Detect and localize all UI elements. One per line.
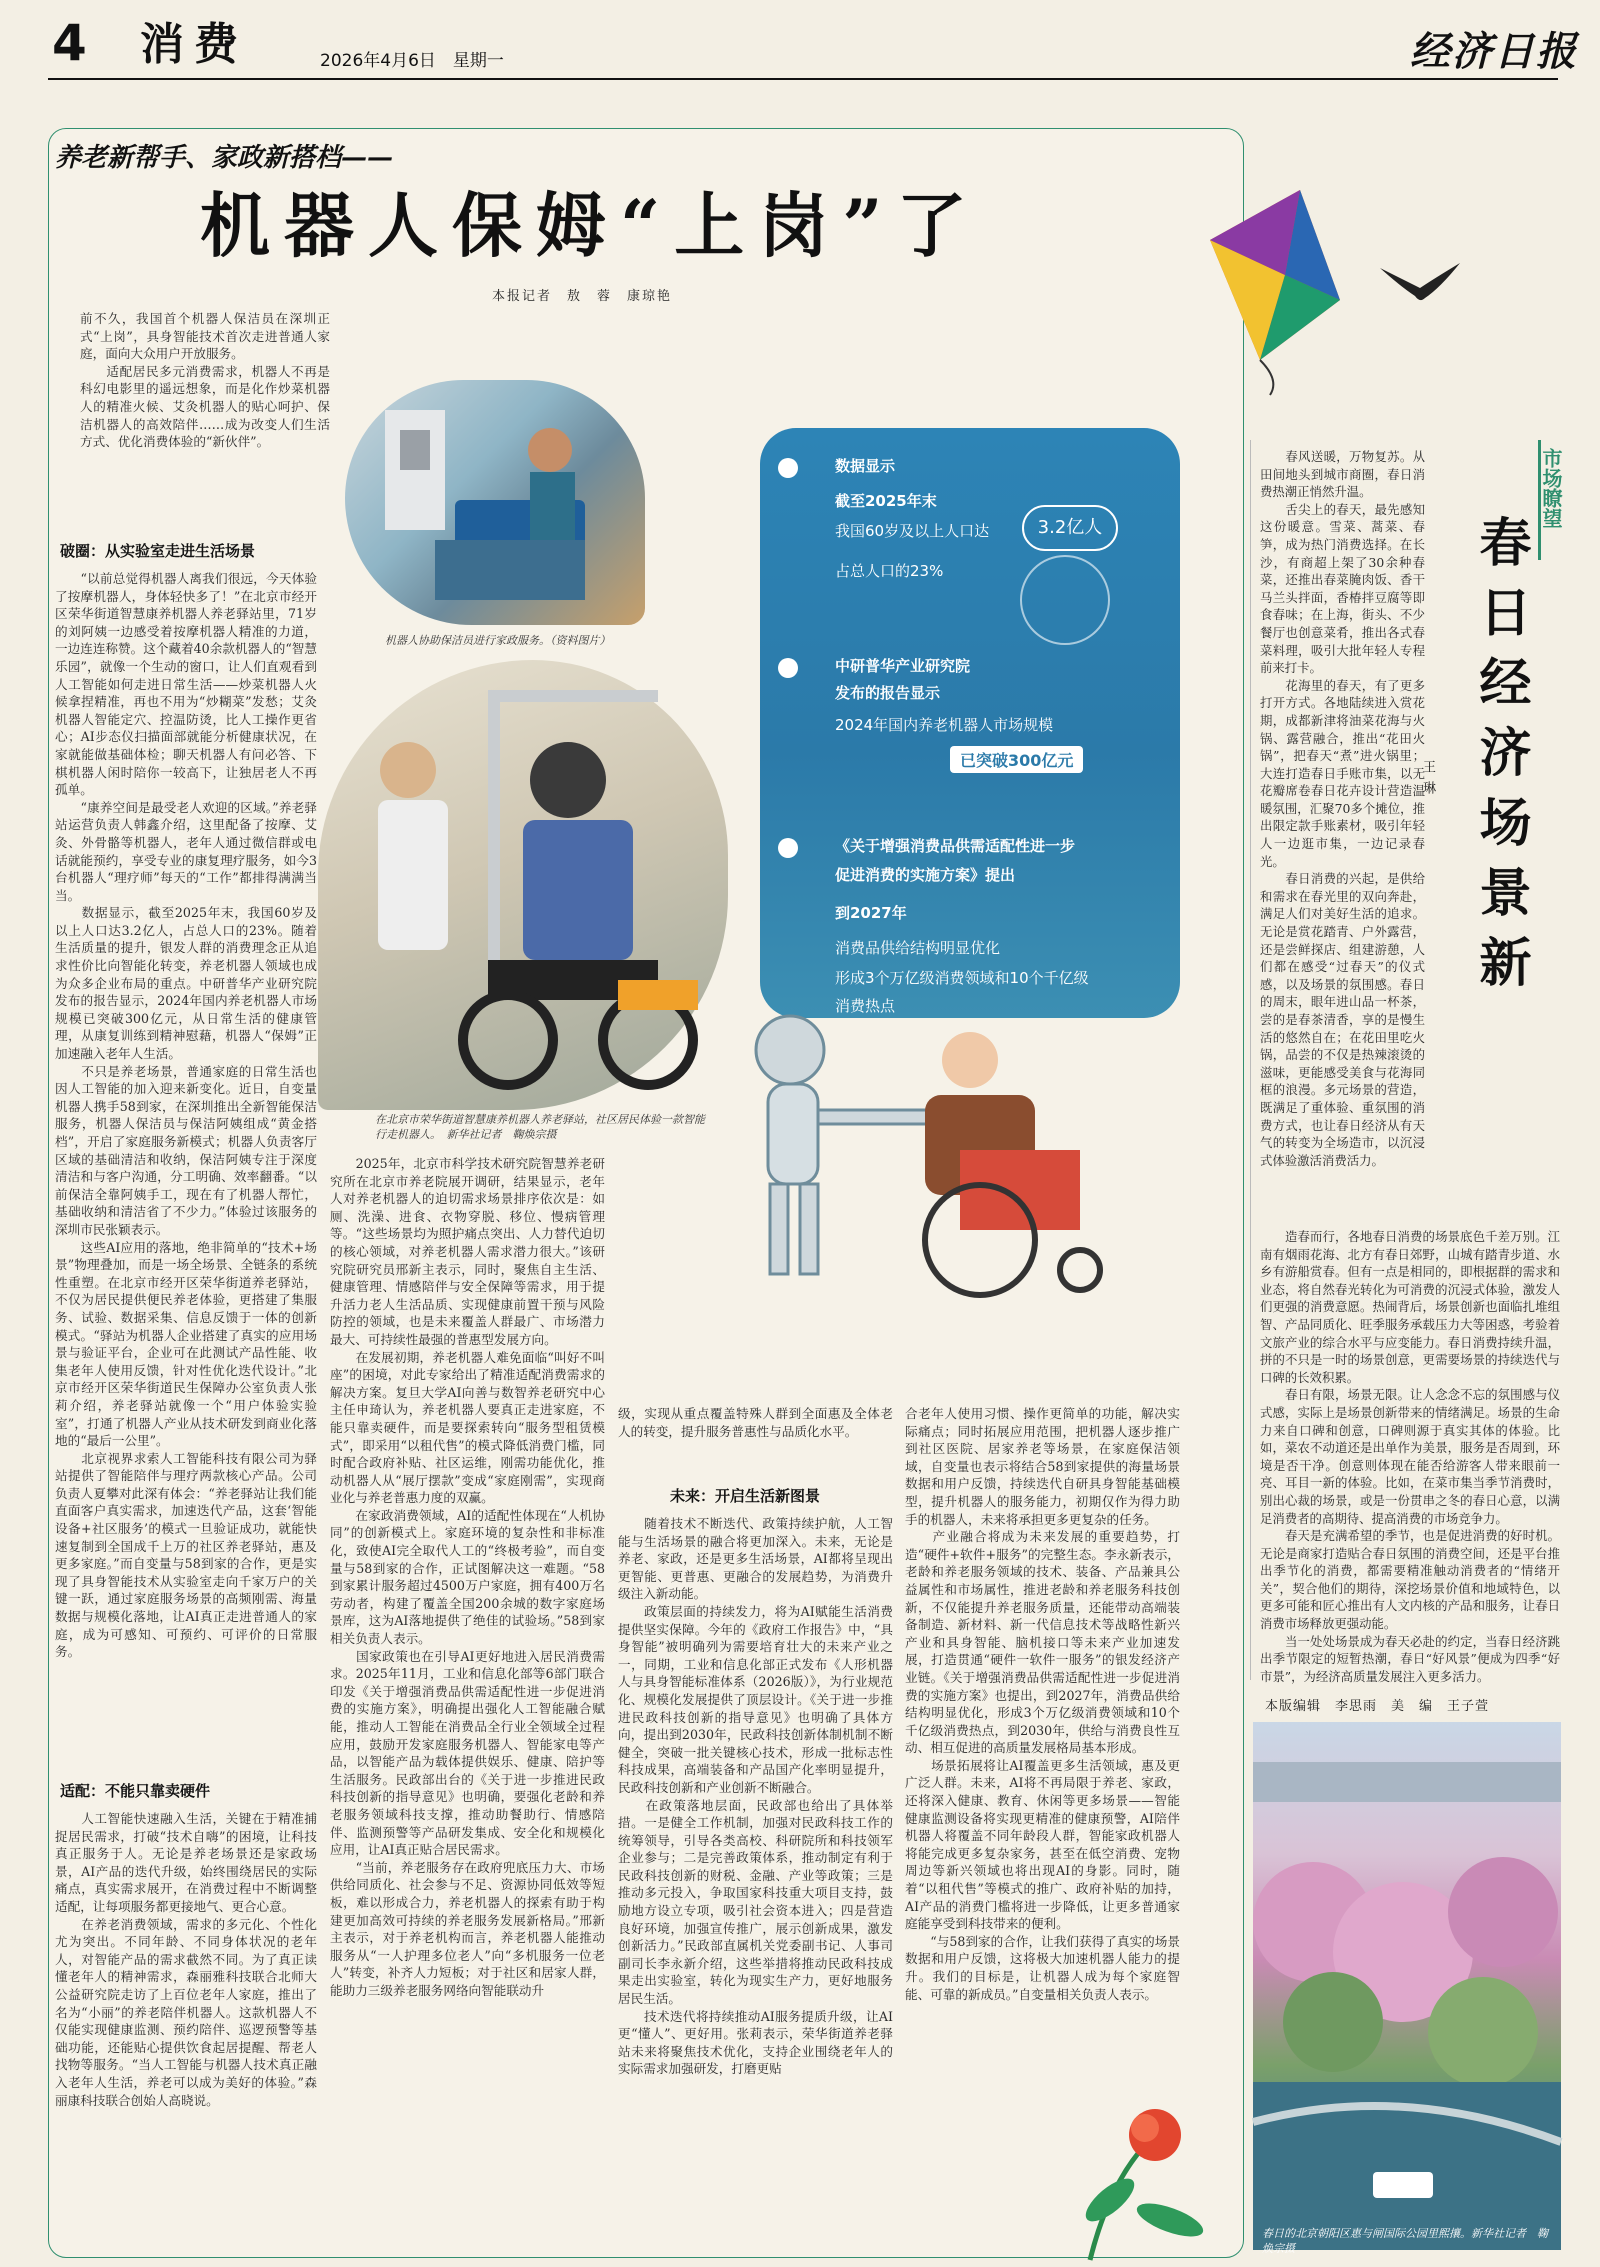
- photo2-caption: 在北京市荣华街道智慧康养机器人养老驿站，社区居民体验一款智能行走机器人。 新华社记者 鞠焕宗摄: [375, 1113, 705, 1141]
- page-header: [0, 0, 1600, 80]
- photo-robot-cleaner: [345, 380, 645, 625]
- info-divider-circle: [1020, 555, 1110, 645]
- info-heading-2: 中研普华产业研究院: [835, 657, 971, 675]
- article-byline: 本报记者 敖 蓉 康琼艳: [492, 289, 673, 304]
- info-text-3a: 消费品供给结构明显优化: [835, 939, 1001, 957]
- photo-walking-robot: [318, 660, 728, 1110]
- article-title: 机器人保姆“上岗”了: [200, 184, 981, 267]
- info-text-3c: 消费热点: [835, 997, 896, 1015]
- swallow-bird: [1380, 258, 1460, 308]
- column-text-a: 春风送暖，万物复苏。从田间地头到城市商圈，春日消费热潮正悄然升温。 舌尖上的春天，最先感知这份暖意。雪菜、蒿菜、春笋，成为热门消费选择。在长沙，有商超上架了30余种春菜，还推出春菜腌肉饭、香干马兰头拌面，香椿拌豆腐等即食春味；在上海，街头、不少餐厅也创意菜肴，推出各式春菜料理，吸引大批年轻人专程前来打卡。 花海里的春天，有了更多打开方式。各地陆续进入赏花期，成都新津将油菜花海与火锅、露营融合，推出“花田火锅”，把春天“煮”进火锅里；大连打造春日手账市集，以无花瓣席卷春日花卉设计营造温暖氛围，汇聚70多个摊位，推出限定款手账素材，吸引年轻人一边逛市集，一边记录春光。 春日消费的兴起，是供给和需求在春光里的双向奔赴，满足人们对美好生活的追求。无论是赏花踏青、户外露营，还是尝鲜探店、组建游憩，人们都在感受“过春天”的仪式感，以及场景的氛围感。春日的周末，眼年进山品一杯茶，尝的是春茶清香，享的是慢生活的悠然自在；在花田里吃火锅，品尝的不仅是热辣滚烫的滋味，更能感受美食与花海同框的浪漫。多元场景的营造，既满足了重体验、重氛围的消费方式，也让春日经济从有天气的转变为全场造市，以沉浸式体验激活消费活力。: [1260, 449, 1425, 1168]
- column-title: 春日经济场景新: [1470, 515, 1530, 1005]
- article-intro: 前不久，我国首个机器人保洁员在深圳正式“上岗”，具身智能技术首次走进普通人家庭，面向大众用户开放服务。 适配居民多元消费需求，机器人不再是科幻电影里的遥远想象，而是化作炒菜机器人的精准火候、艾灸机器人的贴心呵护、保洁机器人的高效陪伴……成为改变人们生活方式、优化消费体验的“新伙伴”。: [80, 311, 330, 450]
- flower-decoration: [1050, 2100, 1250, 2265]
- editor-credits: 本版编辑 李思雨 美 编 王子萱: [1265, 1699, 1490, 1714]
- section2-title: 适配：不能只靠卖硬件: [60, 1782, 211, 1800]
- photo3-caption: 春日的北京朝阳区惠与闸国际公园里熙攘。新华社记者 鞠焕宗摄: [1262, 2227, 1548, 2255]
- body-column-4: 合老年人使用习惯、操作更简单的功能，解决实际痛点；同时拓展应用范围，把机器人逐步推广到社区医院、居家养老等场景，在家庭保洁领域，自变量也表示将结合58到家提供的海量场景数据和用户反馈，持续迭代自研具身智能基础模型，提升机器人的服务能力，初期仅作为得力助手的机器人，未来将承担更多更复杂的任务。 产业融合将成为未来发展的重要趋势，打造“硬件+软件+服务”的完整生态。李永新表示，老龄和养老服务领域的技术、装备、产品兼具公益属性和市场属性，推进老龄和养老服务科技创新，不仅能提升养老服务质量，还能带动高端装备制造、新材料、新一代信息技术等战略性新兴产业和具身智能、脑机接口等未来产业加速发展，打造贯通“硬件一软件一服务”的银发经济产业链。《关于增强消费品供需适配性进一步促进消费的实施方案》也提出，到2027年，消费品供给结构明显优化，形成3个万亿级消费领域和10个千亿级消费热点，到2030年，供给与消费良性互动、相互促进的高质量发展格局基本形成。 场景拓展将让AI覆盖更多生活领域，惠及更广泛人群。未来，AI将不再局限于养老、家政，还将深入健康、教育、休闲等更多场景——智能健康监测设备将实现更精准的健康预警，AI陪伴机器人将覆盖不同年龄段人群，智能家政机器人将能完成更多复杂家务，甚至在低空消费、宠物周边等新兴领域也将出现AI的身影。同时，随着“以租代售”等模式的推广、政府补贴的加持，AI产品的消费门槛将进一步降低，让更多普通家庭能享受到科技带来的便利。 “与58到家的合作，让我们获得了真实的场景数据和用户反馈，这将极大加速机器人能力的提升。我们的目标是，让机器人成为每个家庭智能、可靠的新成员。”自变量相关负责人表示。: [905, 1406, 1180, 2002]
- kite-illustration: [1190, 180, 1400, 400]
- info-heading-3b: 促进消费的实施方案》提出: [835, 866, 1016, 884]
- body-column-2: 2025年，北京市科学技术研究院智慧养老研究所在北京市养老院展开调研，结果显示，老年人对养老机器人的迫切需求场景排序依次是：如厕、洗澡、进食、衣物穿脱、移位、慢病管理等。“这些场景均为照护痛点突出、人力替代迫切的核心领域，对养老机器人需求潜力很大。”该研究院研究员邢新主表示，同时，聚焦自主生活、健康管理、情感陪伴与安全保障等需求，用于提升活力老人生活品质、实现健康前置干预与风险防控的领域，也是未来覆盖人群最广、市场潜力最大、可持续性最强的普惠型发展方向。 在发展初期，养老机器人难免面临“叫好不叫座”的困境，对此专家给出了精准适配消费需求的解决方案。复旦大学AI向善与数智养老研究中心主任申琦认为，养老机器人要真正走进家庭，不能只靠卖硬件，而是要探索转向“服务型租赁模式”，即采用“以租代售”的模式降低消费门槛，同时配合政府补贴、社区运维，刚需功能优化，推动机器人从“展厅摆款”变成“家庭刚需”，实现商业化与养老普惠力度的双赢。 在家政消费领域，AI的适配性体现在“人机协同”的创新模式上。家庭环境的复杂性和非标准化，致使AI完全取代人工的“终极考验”，而自变量与58到家的合作，正试图解决这一难题。“58到家累计服务超过4500万户家庭，拥有400万名劳动者，构建了覆盖全国200余城的数字家庭场景库，这为AI落地提供了绝佳的试验场。”58到家相关负责人表示。 国家政策也在引导AI更好地进入居民消费需求。2025年11月，工业和信息化部等6部门联合印发《关于增强消费品供需适配性进一步促进消费的实施方案》，明确提出强化人工智能融合赋能，推动人工智能在消费品全行业全领域全过程应用，鼓励开发家庭服务机器人、智能家电等产品，以智能产品为载体提供娱乐、健康、陪护等生活服务。民政部出台的《关于进一步推进民政科技创新的指导意见》也明确，要强化老龄和养老服务领域科技支撑，推动助餐助行、情感陪伴、监测预警等产品研发集成、安全化和规模化应用，让AI真正贴合居民需求。 “当前，养老服务存在政府兜底压力大、市场供给同质化、社会参与不足、资源协同低效等短板，难以形成合力，养老机器人的探索有助于构建更加高效可持续的养老服务发展新格局。”邢新主表示，对于养老机构而言，养老机器人能推动服务从“一人护理多位老人”向“多机服务一位老人”转变，补齐人力短板；对于社区和居家人群，能助力三级养老服务网络向智能联动升: [330, 1156, 605, 1998]
- info-heading-3: 《关于增强消费品供需适配性进一步: [835, 837, 1076, 855]
- photo-spring-park: [1253, 1722, 1561, 2250]
- photo1-caption: 机器人协助保洁员进行家政服务。（资料图片）: [385, 634, 611, 647]
- body-column-3b: 随着技术不断迭代、政策持续护航，人工智能与生活场景的融合将更加深入。未来，无论是养老、家政，还是更多生活场景，AI都将呈现出更智能、更普惠、更融合的发展趋势，为消费升级注入新动能。 政策层面的持续发力，将为AI赋能生活消费提供坚实保障。今年的《政府工作报告》中，“具身智能”被明确列为需要培育壮大的未来产业之一，同期，工业和信息化部正式发布《人形机器人与具身智能标准体系（2026版）》，为行业规范化、规模化发展提供了顶层设计。《关于进一步推进民政科技创新的指导意见》也明确了具体方向，提出到2030年，民政科技创新体制机制不断健全，突破一批关键核心技术，形成一批标志性科技成果，高端装备和产品国产化率明显提升，民政科技创新和产业创新不断融合。 在政策落地层面，民政部也给出了具体举措。一是健全工作机制，加强对民政科技工作的统筹领导，引导各类高校、科研院所和科技领军企业参与；二是完善政策体系，推动制定有利于民政科技创新的财税、金融、产业等政策；三是推动多元投入，争取国家科技重大项目支持，鼓励地方设立专项，吸引社会资本进入；四是营造良好环境，加强宣传推广，展示创新成果，激发创新活力。”民政部直属机关党委副书记、人事司副司长李永新介绍，这些举措将推动民政科技成果走出实验室，转化为现实生产力，更好地服务居民生活。 技术迭代将持续推动AI服务提质升级，让AI更“懂人”、更好用。张莉表示，荣华街道养老驿站未来将聚焦技术优化，支持企业围绕老年人的实际需求加强研发，打磨更贴: [618, 1516, 893, 2077]
- info-text-1a: 我国60岁及以上人口达: [835, 522, 990, 540]
- info-heading-2b: 发布的报告显示: [835, 684, 941, 702]
- body-column-1b: 人工智能快速融入生活，关键在于精准捕捉居民需求，打破“技术自嗨”的困境，让科技真正服务于人。无论是养老场景还是家政场景，AI产品的迭代升级，始终围绕居民的实际痛点，真实需求展开，在消费过程中不断调整适配，让每项服务都更接地气、更合心意。 在养老消费领域，需求的多元化、个性化尤为突出。不同年龄、不同身体状况的老年人，对智能产品的需求截然不同。为了真正读懂老年人的精神需求，森丽雅科技联合北师大公益研究院走访了上百位老年人家庭，推出了名为“小丽”的养老陪伴机器人。这款机器人不仅能实现健康监测、预约陪伴、巡逻预警等基础功能，还能贴心提供饮食起居提醒、帮老人找物等服务。“当人工智能与机器人技术真正融入老年人生活，养老可以成为美好的体验。”森丽康科技联合创始人高晓说。: [55, 1811, 317, 2108]
- header-rule: [48, 78, 1558, 80]
- column-rule: [1250, 440, 1251, 1680]
- robot-wheelchair-illustration: [720, 1000, 1160, 1300]
- info-text-1b: 占总人口的23%: [835, 562, 944, 580]
- info-heading-1b: 截至2025年末: [835, 492, 937, 510]
- info-heading-3c: 到2027年: [835, 904, 907, 922]
- info-heading-1: 数据显示: [835, 457, 896, 475]
- section1-title: 破圈：从实验室走进生活场景: [60, 542, 256, 560]
- column-tag-label: 市场瞭望: [1539, 448, 1563, 528]
- masthead-logo: 经济日报: [1410, 28, 1578, 75]
- body-column-3: 级，实现从重点覆盖特殊人群到全面惠及全体老人的转变，提升服务普惠性与品质化水平。: [618, 1406, 893, 1439]
- issue-date: 2026年4月6日 星期一: [320, 51, 504, 71]
- info-value-300: 已突破300亿元: [950, 746, 1083, 773]
- column-text-b: 造春而行，各地春日消费的场景底色千差万别。江南有烟雨花海、北方有春日郊野，山城有踏青步道、水乡有游船赏春。但有一点是相同的，即根据群的需求和业态，将自然春光转化为可消费的沉浸式体验，激发人们更强的消费意愿。热闹背后，场景创新也面临扎堆组智、产品同质化、旺季服务承载压力大等困惑，考验着文旅产业的综合水平与应变能力。春日消费持续升温，拼的不只是一时的场景创意，更需要场景的持续迭代与口碑的长效积累。 春日有限，场景无限。让人念念不忘的氛围感与仪式感，实际上是场景创新带来的情绪满足。场景的生命力来自口碑和创意，口碑则源于真实其体的体验。比如，菜农不动道还是出单作为美景，服务是否周到，环境是否干净。创意则体现在能否给游客人带来眼前一亮、耳目一新的体验。比如，在菜市集当季节消费时，别出心裁的场景，或是一份贯串之冬的春日心意，以满足消费者的高期待、提高消费的市场竞争力。 春天是充满希望的季节，也是促进消费的好时机。无论是商家打造贴合春日氛围的消费空间，还是平台推出季节化的消费，都需要精准触动消费者的“情绪开关”，契合他们的期待，深挖场景价值和地域特色，以更多可能和匠心推出有人文内核的产品和服务，让春日消费市场释放更强动能。 当一处处场景成为春天必赴的约定，当春日经济跳出季节限定的短暂热潮，春日“好风景”便成为四季“好市景”，为经济高质量发展注入更多活力。: [1260, 1229, 1560, 1684]
- info-icon-3: [778, 838, 798, 858]
- info-icon-1: [778, 458, 798, 478]
- article-kicker: 养老新帮手、家政新搭档——: [55, 143, 394, 173]
- info-icon-2: [778, 658, 798, 678]
- info-text-2: 2024年国内养老机器人市场规模: [835, 716, 1054, 734]
- info-text-3b: 形成3个万亿级消费领域和10个千亿级: [835, 969, 1089, 987]
- info-bubble-population: 3.2亿人: [1022, 505, 1118, 551]
- body-column-1: “以前总觉得机器人离我们很远，今天体验了按摩机器人，身体轻快多了！”在北京市经开区荣华街道智慧康养机器人养老驿站里，71岁的刘阿姨一边感受着按摩机器人精准的力道，一边连连称赞。这个藏着40余款机器人的“智慧乐园”，就像一个生动的窗口，让人们直观看到人工智能如何走进日常生活——炒菜机器人火候拿捏精准，再也不用为“炒糊菜”发愁；艾灸机器人智能定穴、控温防烫，比人工操作更省心；AI步态仪扫描面部就能分析健康状况，在家就能做基础体检；聊天机器人有问必答、下棋机器人闲时陪你一较高下，让独居老人不再孤单。 “康养空间是最受老人欢迎的区域。”养老驿站运营负责人韩鑫介绍，这里配备了按摩、艾灸、外骨骼等机器人，老年人通过微信群或电话就能预约，享受专业的康复理疗服务，如今3台机器人“理疗师”每天的“工作”都排得满满当当。 数据显示，截至2025年末，我国60岁及以上人口达3.2亿人，占总人口的23%。随着生活质量的提升，银发人群的消费理念正从追求性价比向智能化转变，养老机器人领域也成为众多企业布局的重点。中研普华产业研究院发布的报告显示，2024年国内养老机器人市场规模已突破300亿元，从日常生活的健康管理，从康复训练到精神慰藉，机器人“保姆”正加速融入老年人生活。 不只是养老场景，普通家庭的日常生活也因人工智能的加入迎来新变化。近日，自变量机器人携手58到家，在深圳推出全新智能保洁服务，机器人保洁员与保洁阿姨组成“黄金搭档”，开启了家庭服务新模式；机器人负责客厅区域的基础清洁和收纳，保洁阿姨专注于深度清洁和与客户沟通，分工明确、效率翻番。“以前保洁全靠阿姨手工，现在有了机器人帮忙，基础收纳和清洁省了不少力。”体验过该服务的深圳市民张颖表示。 这些AI应用的落地，绝非简单的“技术+场景”物理叠加，而是一场全场景、全链条的系统性重塑。在北京市经开区荣华街道养老驿站，不仅为居民提供便民养老体验，更搭建了集服务、试验、数据采集、信息反馈于一体的创新模式。“驿站为机器人企业搭建了真实的应用场景与验证平台，企业可在此测试产品性能、收集老年人使用反馈，针对性优化迭代设计。”北京市经开区荣华街道民生保障办公室负责人张莉介绍，养老驿站就像一个“用户体验实验室”，打通了机器人产业从技术研发到商业化落地的“最后一公里”。 北京视界求索人工智能科技有限公司为驿站提供了智能陪伴与理疗两款核心产品。公司负责人夏攀对此深有体会：“养老驿站让我们能直面客户真实需求，加速迭代产品，这套‘智能设备+社区服务’的模式一旦验证成功，就能快速复制到全国成千上万的社区养老驿站，惠及更多家庭。”而自变量与58到家的合作，更是实现了具身智能技术从实验室走向千家万户的关键一跃，通过家庭服务场景的高频刚需、海量数据与规模化落地，让AI真正走进普通人的家庭，成为可感知、可预约、可评价的日常服务。: [55, 571, 317, 1660]
- column-author: 王琳: [1420, 760, 1435, 802]
- section-name: 消费: [140, 19, 248, 70]
- section3-title: 未来：开启生活新图景: [670, 1487, 821, 1505]
- page-number: 4: [52, 14, 87, 72]
